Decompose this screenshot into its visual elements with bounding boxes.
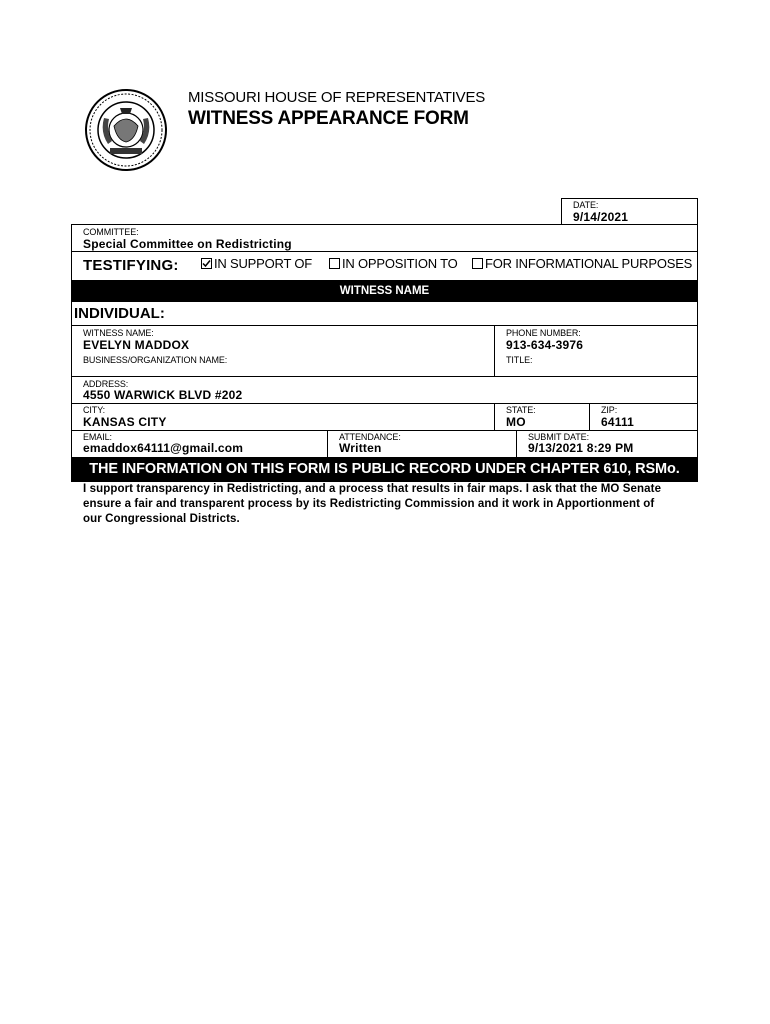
state-value: MO (506, 415, 526, 429)
in-opposition-label: IN OPPOSITION TO (342, 256, 458, 271)
address-value: 4550 WARWICK BLVD #202 (83, 388, 243, 402)
in-support-checkbox[interactable] (201, 258, 212, 269)
testimony-statement: I support transparency in Redistricting, and a process that results in fair maps. I ask that the MO Senate ensure a fair and transparent process by its Redistricting Commission and it work in Apportionment of our Congressional Districts. (83, 483, 662, 525)
witness-name-label: WITNESS NAME: (83, 328, 154, 338)
divider (494, 325, 495, 376)
submit-date-value: 9/13/2021 8:29 PM (528, 441, 634, 455)
divider (494, 403, 495, 430)
submit-date-label: SUBMIT DATE: (528, 432, 589, 442)
individual-heading: INDIVIDUAL: (74, 305, 165, 322)
informational-checkbox[interactable] (472, 258, 483, 269)
email-value: emaddox64111@gmail.com (83, 441, 244, 455)
organization-name: MISSOURI HOUSE OF REPRESENTATIVES (188, 89, 486, 106)
zip-value: 64111 (601, 415, 635, 429)
divider (71, 376, 698, 377)
attendance-value: Written (339, 441, 382, 455)
divider (71, 325, 698, 326)
divider (71, 251, 698, 252)
zip-label: ZIP: (601, 405, 618, 415)
date-value: 9/14/2021 (573, 210, 629, 224)
organization-label: BUSINESS/ORGANIZATION NAME: (83, 355, 228, 365)
city-value: KANSAS CITY (83, 415, 167, 429)
address-label: ADDRESS: (83, 379, 129, 389)
checkmark-icon (202, 259, 211, 268)
in-opposition-checkbox[interactable] (329, 258, 340, 269)
email-label: EMAIL: (83, 432, 112, 442)
committee-label: COMMITTEE: (83, 227, 139, 237)
divider (71, 403, 698, 404)
state-label: STATE: (506, 405, 536, 415)
date-label: DATE: (573, 200, 599, 210)
public-record-text: THE INFORMATION ON THIS FORM IS PUBLIC RECORD UNDER CHAPTER 610, RSMo. (89, 461, 680, 477)
testifying-label: TESTIFYING: (83, 257, 179, 274)
attendance-label: ATTENDANCE: (339, 432, 401, 442)
title-label: TITLE: (506, 355, 533, 365)
divider (327, 430, 328, 457)
divider (589, 403, 590, 430)
witness-name-value: EVELYN MADDOX (83, 338, 190, 352)
missouri-state-seal-icon (84, 88, 168, 172)
committee-value: Special Committee on Redistricting (83, 237, 292, 251)
form-title: WITNESS APPEARANCE FORM (188, 108, 469, 129)
in-support-label: IN SUPPORT OF (214, 256, 313, 271)
phone-value: 913-634-3976 (506, 338, 584, 352)
city-label: CITY: (83, 405, 106, 415)
witness-name-bar (71, 280, 698, 302)
divider (71, 430, 698, 431)
informational-label: FOR INFORMATIONAL PURPOSES (485, 256, 693, 271)
phone-label: PHONE NUMBER: (506, 328, 581, 338)
public-record-bar (71, 457, 698, 482)
divider (516, 430, 517, 457)
witness-name-bar-text: WITNESS NAME (339, 285, 430, 297)
